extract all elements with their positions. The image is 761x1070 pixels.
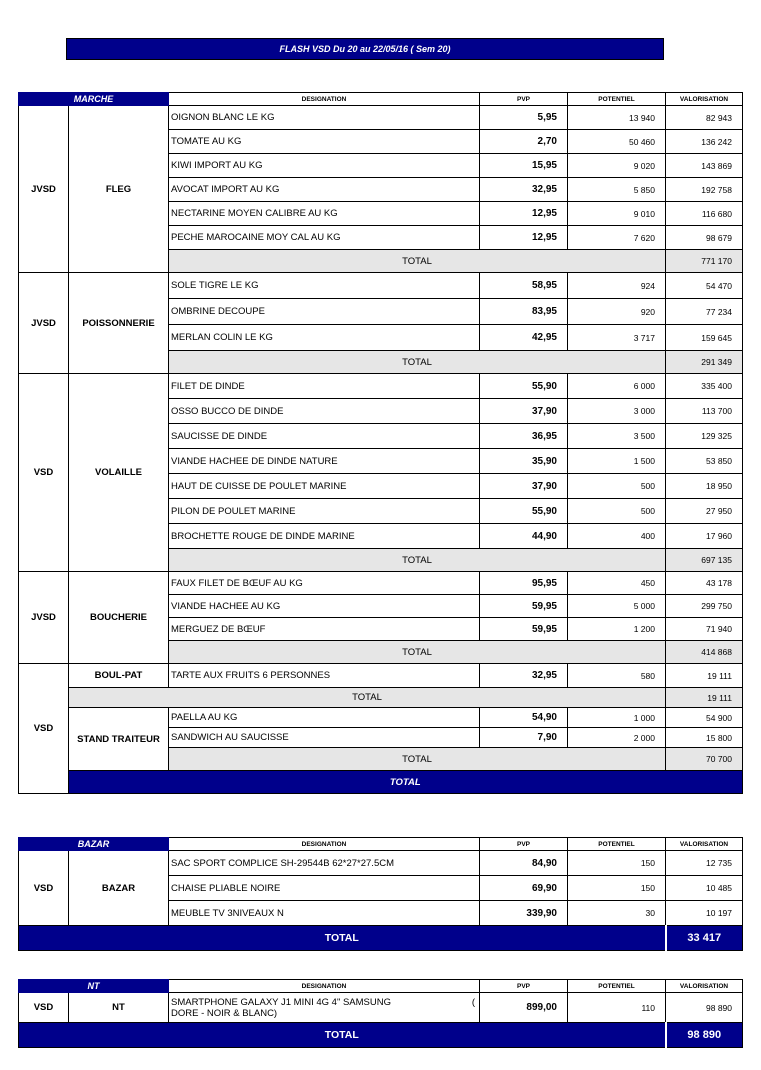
pvp-cell: 15,95: [480, 154, 568, 178]
pvp-cell: 12,95: [480, 226, 568, 250]
potentiel-cell: 110: [568, 993, 666, 1023]
subtotal-value: 19 111: [666, 688, 743, 708]
bazar-table: [18, 837, 743, 951]
designation-cell: PILON DE POULET MARINE: [169, 499, 480, 524]
designation-cell: NECTARINE MOYEN CALIBRE AU KG: [169, 202, 480, 226]
subtotal-value: 70 700: [666, 748, 743, 771]
potentiel-cell: 5 850: [568, 178, 666, 202]
table-row: [19, 374, 743, 399]
pvp-cell: 84,90: [480, 851, 568, 876]
pvp-cell: 83,95: [480, 299, 568, 325]
pvp-cell: 69,90: [480, 876, 568, 901]
pvp-cell: 5,95: [480, 106, 568, 130]
header-pvp: PVP: [480, 980, 568, 993]
unit-cell: VSD: [19, 374, 69, 572]
valorisation-cell: 116 680: [666, 202, 743, 226]
designation-cell: FILET DE DINDE: [169, 374, 480, 399]
subtotal-label: TOTAL: [169, 351, 666, 374]
table-row: [19, 993, 743, 1023]
header-pvp: PVP: [480, 93, 568, 106]
rayon-cell: BOUCHERIE: [69, 572, 169, 664]
designation-cell: OMBRINE DECOUPE: [169, 299, 480, 325]
valorisation-cell: 129 325: [666, 424, 743, 449]
header-valorisation: VALORISATION: [666, 980, 743, 993]
table-row: [19, 572, 743, 595]
marche-table: [18, 92, 743, 794]
section-nt-label: NT: [19, 980, 169, 993]
valorisation-cell: 27 950: [666, 499, 743, 524]
pvp-cell: 899,00: [480, 993, 568, 1023]
unit-cell: JVSD: [19, 273, 69, 374]
grand-total-label: TOTAL: [19, 1023, 666, 1048]
designation-cell: MEUBLE TV 3NIVEAUX N: [169, 901, 480, 926]
pvp-cell: 54,90: [480, 708, 568, 728]
pvp-cell: 32,95: [480, 664, 568, 688]
marche-grand-total-row: [19, 771, 743, 794]
designation-cell: KIWI IMPORT AU KG: [169, 154, 480, 178]
nt-table: [18, 979, 743, 1048]
designation-cell: VIANDE HACHEE AU KG: [169, 595, 480, 618]
valorisation-cell: 113 700: [666, 399, 743, 424]
valorisation-cell: 18 950: [666, 474, 743, 499]
valorisation-cell: 299 750: [666, 595, 743, 618]
valorisation-cell: 17 960: [666, 524, 743, 549]
valorisation-cell: 12 735: [666, 851, 743, 876]
subtotal-row: [19, 688, 743, 708]
potentiel-cell: 50 460: [568, 130, 666, 154]
valorisation-cell: 136 242: [666, 130, 743, 154]
rayon-cell: NT: [69, 993, 169, 1023]
unit-cell: VSD: [19, 993, 69, 1023]
pvp-cell: 35,90: [480, 449, 568, 474]
designation-cell: AVOCAT IMPORT AU KG: [169, 178, 480, 202]
designation-cell: TARTE AUX FRUITS 6 PERSONNES: [169, 664, 480, 688]
subtotal-value: 291 349: [666, 351, 743, 374]
valorisation-cell: 54 900: [666, 708, 743, 728]
valorisation-cell: 77 234: [666, 299, 743, 325]
table-row: [19, 273, 743, 299]
potentiel-cell: 2 000: [568, 728, 666, 748]
table-row: [19, 851, 743, 876]
designation-cell: SAUCISSE DE DINDE: [169, 424, 480, 449]
potentiel-cell: 1 500: [568, 449, 666, 474]
valorisation-cell: 15 800: [666, 728, 743, 748]
pvp-cell: 37,90: [480, 474, 568, 499]
potentiel-cell: 150: [568, 851, 666, 876]
potentiel-cell: 1 200: [568, 618, 666, 641]
grand-total-value: 98 890: [666, 1023, 743, 1048]
valorisation-cell: 159 645: [666, 325, 743, 351]
potentiel-cell: 7 620: [568, 226, 666, 250]
bazar-grand-total-row: [19, 926, 743, 951]
designation-cell: [169, 993, 480, 1023]
pvp-cell: 58,95: [480, 273, 568, 299]
rayon-cell: STAND TRAITEUR: [69, 708, 169, 771]
designation-cell: TOMATE AU KG: [169, 130, 480, 154]
potentiel-cell: 450: [568, 572, 666, 595]
subtotal-label: TOTAL: [169, 250, 666, 273]
designation-cell: OIGNON BLANC LE KG: [169, 106, 480, 130]
bazar-header-row: [19, 838, 743, 851]
designation-cell: MERLAN COLIN LE KG: [169, 325, 480, 351]
nt-header-row: [19, 980, 743, 993]
header-designation: DESIGNATION: [169, 838, 480, 851]
nt-grand-total-row: [19, 1023, 743, 1048]
valorisation-cell: 98 679: [666, 226, 743, 250]
header-valorisation: VALORISATION: [666, 838, 743, 851]
valorisation-cell: 54 470: [666, 273, 743, 299]
grand-total-label: TOTAL: [19, 926, 666, 951]
designation-cell: SOLE TIGRE LE KG: [169, 273, 480, 299]
unit-cell: JVSD: [19, 106, 69, 273]
subtotal-value: 771 170: [666, 250, 743, 273]
potentiel-cell: 580: [568, 664, 666, 688]
header-designation: DESIGNATION: [169, 980, 480, 993]
pvp-cell: 339,90: [480, 901, 568, 926]
designation-cell: BROCHETTE ROUGE DE DINDE MARINE: [169, 524, 480, 549]
pvp-cell: 36,95: [480, 424, 568, 449]
subtotal-value: 414 868: [666, 641, 743, 664]
subtotal-label: TOTAL: [69, 688, 666, 708]
rayon-cell: FLEG: [69, 106, 169, 273]
subtotal-label: TOTAL: [169, 549, 666, 572]
potentiel-cell: 13 940: [568, 106, 666, 130]
potentiel-cell: 5 000: [568, 595, 666, 618]
valorisation-cell: 10 197: [666, 901, 743, 926]
potentiel-cell: 500: [568, 499, 666, 524]
designation-paren: (: [471, 996, 475, 1008]
designation-cell: VIANDE HACHEE DE DINDE NATURE: [169, 449, 480, 474]
rayon-cell: BAZAR: [69, 851, 169, 926]
rayon-cell: BOUL-PAT: [69, 664, 169, 688]
potentiel-cell: 30: [568, 901, 666, 926]
grand-total-label: TOTAL: [69, 771, 743, 794]
table-row: [19, 708, 743, 728]
pvp-cell: 95,95: [480, 572, 568, 595]
designation-line1: SMARTPHONE GALAXY J1 MINI 4G 4" SAMSUNG: [171, 996, 391, 1008]
potentiel-cell: 150: [568, 876, 666, 901]
subtotal-label: TOTAL: [169, 748, 666, 771]
pvp-cell: 55,90: [480, 499, 568, 524]
pvp-cell: 12,95: [480, 202, 568, 226]
potentiel-cell: 9 010: [568, 202, 666, 226]
grand-total-value: 33 417: [666, 926, 743, 951]
designation-cell: FAUX FILET DE BŒUF AU KG: [169, 572, 480, 595]
marche-header-row: [19, 93, 743, 106]
valorisation-cell: 19 111: [666, 664, 743, 688]
unit-cell: VSD: [19, 664, 69, 794]
potentiel-cell: 920: [568, 299, 666, 325]
header-potentiel: POTENTIEL: [568, 980, 666, 993]
header-valorisation: VALORISATION: [666, 93, 743, 106]
potentiel-cell: 3 000: [568, 399, 666, 424]
valorisation-cell: 335 400: [666, 374, 743, 399]
potentiel-cell: 500: [568, 474, 666, 499]
valorisation-cell: 10 485: [666, 876, 743, 901]
unit-cell: VSD: [19, 851, 69, 926]
header-potentiel: POTENTIEL: [568, 93, 666, 106]
designation-cell: CHAISE PLIABLE NOIRE: [169, 876, 480, 901]
designation-cell: HAUT DE CUISSE DE POULET MARINE: [169, 474, 480, 499]
designation-cell: PECHE MAROCAINE MOY CAL AU KG: [169, 226, 480, 250]
designation-cell: PAELLA AU KG: [169, 708, 480, 728]
section-bazar-label: BAZAR: [19, 838, 169, 851]
pvp-cell: 44,90: [480, 524, 568, 549]
pvp-cell: 37,90: [480, 399, 568, 424]
table-row: [19, 106, 743, 130]
section-marche-label: MARCHE: [19, 93, 169, 106]
report-banner: FLASH VSD Du 20 au 22/05/16 ( Sem 20): [66, 38, 664, 60]
potentiel-cell: 3 500: [568, 424, 666, 449]
subtotal-value: 697 135: [666, 549, 743, 572]
subtotal-label: TOTAL: [169, 641, 666, 664]
valorisation-cell: 143 869: [666, 154, 743, 178]
pvp-cell: 59,95: [480, 618, 568, 641]
valorisation-cell: 53 850: [666, 449, 743, 474]
pvp-cell: 59,95: [480, 595, 568, 618]
designation-cell: OSSO BUCCO DE DINDE: [169, 399, 480, 424]
rayon-cell: VOLAILLE: [69, 374, 169, 572]
potentiel-cell: 1 000: [568, 708, 666, 728]
pvp-cell: 2,70: [480, 130, 568, 154]
header-potentiel: POTENTIEL: [568, 838, 666, 851]
table-row: [19, 664, 743, 688]
pvp-cell: 55,90: [480, 374, 568, 399]
valorisation-cell: 192 758: [666, 178, 743, 202]
designation-cell: MERGUEZ DE BŒUF: [169, 618, 480, 641]
potentiel-cell: 6 000: [568, 374, 666, 399]
pvp-cell: 7,90: [480, 728, 568, 748]
pvp-cell: 42,95: [480, 325, 568, 351]
potentiel-cell: 9 020: [568, 154, 666, 178]
header-pvp: PVP: [480, 838, 568, 851]
designation-line2: DORE - NOIR & BLANC): [171, 1007, 278, 1019]
pvp-cell: 32,95: [480, 178, 568, 202]
unit-cell: JVSD: [19, 572, 69, 664]
designation-cell: SAC SPORT COMPLICE SH-29544B 62*27*27.5CM: [169, 851, 480, 876]
rayon-cell: POISSONNERIE: [69, 273, 169, 374]
valorisation-cell: 71 940: [666, 618, 743, 641]
potentiel-cell: 3 717: [568, 325, 666, 351]
potentiel-cell: 924: [568, 273, 666, 299]
valorisation-cell: 82 943: [666, 106, 743, 130]
valorisation-cell: 43 178: [666, 572, 743, 595]
designation-cell: SANDWICH AU SAUCISSE: [169, 728, 480, 748]
header-designation: DESIGNATION: [169, 93, 480, 106]
potentiel-cell: 400: [568, 524, 666, 549]
valorisation-cell: 98 890: [666, 993, 743, 1023]
